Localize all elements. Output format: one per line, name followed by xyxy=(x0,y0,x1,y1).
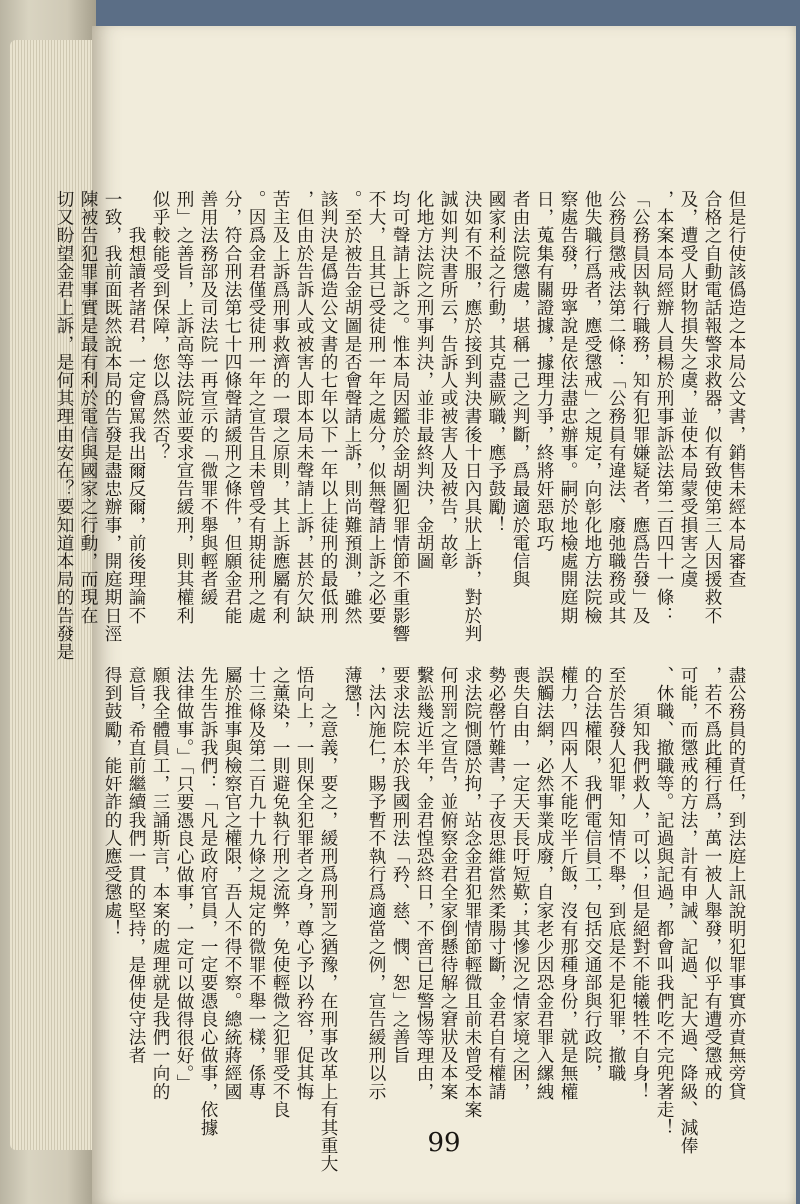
text-column: 權力，四兩人不能吃半斤飯，沒有那種身份，就是無權 xyxy=(558,666,578,1101)
text-column: 。至於被告金胡圖是否會聲請上訴，則尚難預測，雖然 xyxy=(342,190,362,625)
text-column: 該判決是僞造公文書的七年以下一年以上徒刑的最低刑 xyxy=(318,190,338,625)
text-column: 但是行使該僞造之本局公文書，銷售未經本局審查 xyxy=(726,190,746,589)
text-column: ，本案本局經辦人員楊於刑事訴訟法第二百四十一條： xyxy=(654,190,674,625)
text-column: 先生告訴我們：「凡是政府官員，一定要憑良心做事，依據 xyxy=(198,666,218,1137)
text-column: 一致，我前面既然說本局的告發是盡忠辦事，開庭期日涇 xyxy=(102,190,122,643)
text-column: 。因爲金君僅受徒刑一年之宣告且未曾受有期徒刑之處 xyxy=(246,190,266,625)
text-column: 及，遭受人財物損失之虞，並使本局蒙受損害之虞 xyxy=(678,190,698,589)
text-column: 誠如判決書所云，告訴人或被害人及被告，故彰 xyxy=(438,190,458,571)
book-page xyxy=(54,26,796,1204)
text-column: 繫訟幾近半年，金君惶恐終日，不啻已足警惕等理由， xyxy=(414,666,434,1101)
text-column: ，若不爲此種行爲，萬一被人舉發，似乎有遭受懲戒的 xyxy=(702,666,722,1101)
text-column: 刑」之善旨，上訴高等法院並要求宣告緩刑，則其權利 xyxy=(174,190,194,625)
upper-text-block xyxy=(54,190,748,661)
text-column: 「公務員因執行職務，知有犯罪嫌疑者，應爲告發」及 xyxy=(630,190,650,625)
text-column: 意旨，希直前繼續我們一貫的堅持，是俾使守法者 xyxy=(126,666,146,1065)
text-column: 薄懲！ xyxy=(342,666,362,721)
text-column: 誤觸法網，必然事業成廢，自家老少因恐金君罪入縲絏 xyxy=(534,666,554,1101)
text-column: 至於告發人犯罪，知情不舉，到底是不是犯罪，撤職 xyxy=(606,666,626,1083)
text-column: 他失職行爲者，應受懲戒」之規定，向彰化地方法院檢 xyxy=(582,190,602,625)
text-column: 日，蒐集有關證據，據理力爭，終將奸惡取巧 xyxy=(534,190,554,552)
text-column: 得到鼓勵，能奸詐的人應受懲處！ xyxy=(102,666,122,938)
text-column: 察處告發，毋寧說是依法盡忠辦事。嗣於地檢處開庭期 xyxy=(558,190,578,625)
text-column: 合格之自動電話報警求救器，似有致使第三人因援救不 xyxy=(702,190,722,625)
text-column: 、休職、撤職等。記過與記過，都會叫我們吃不完兜著走！ xyxy=(654,666,674,1137)
text-column: 善用法務部及司法院一再宣示的「微罪不舉與輕者緩 xyxy=(198,190,218,607)
page-number: 99 xyxy=(427,1128,461,1158)
text-column: 法律做事。」「只要憑良心做事，一定可以做得很好。」 xyxy=(174,666,194,1093)
text-column: 我想讀者諸君，一定會罵我出爾反爾，前後理論不 xyxy=(126,190,146,625)
text-column: 求法院惻隱於拘，站念金君犯罪情節輕微且前未曾受本案 xyxy=(462,666,482,1119)
text-column: 要求法院本於我國刑法「矜、慈、憫、恕」之善旨 xyxy=(390,666,410,1065)
text-column: 決如有不服，應於接到判決書後十日內具狀上訴，對於判 xyxy=(462,190,482,643)
text-column: 屬於推事與檢察官之權限，吾人不得不察。總統蔣經國 xyxy=(222,666,242,1101)
text-column: 喪失自由，一定天天長吁短歎；其慘況之情家境之困， xyxy=(510,666,530,1101)
text-column: 之薰染，一則避免執行刑之流弊，免使輕微之犯罪受不良 xyxy=(270,666,290,1119)
text-column: 須知我們救人，可以；但是絕對不能犧牲不自身！ xyxy=(630,666,650,1101)
text-column: 陳被告犯罪事實是最有利於電信與國家之行動，而現在 xyxy=(78,190,98,625)
text-column: 勢必罄竹難書，子夜思維當然柔腸寸斷，金君自有權請 xyxy=(486,666,506,1101)
text-column: 願我全體員工，三誦斯言，本案的處理就是我們一向的 xyxy=(150,666,170,1101)
text-column: 者由法院懲處，堪稱一己之判斷，爲最適於電信與 xyxy=(510,190,530,589)
text-column: 可能，而懲戒的方法，計有申誡、記過、記大過、降級、減俸 xyxy=(678,666,698,1155)
text-column: 不大，且其已受徒刑一年之處分，似無聲請上訴之必要 xyxy=(366,190,386,625)
text-column: 國家利益之行動，其克盡厥職，應予鼓勵！ xyxy=(486,190,506,534)
text-column: 化地方法院之刑事判決，並非最終判決，金胡圖 xyxy=(414,190,434,571)
text-column: 十三條及第二百九十九條之規定的微罪不舉一樣，係專 xyxy=(246,666,266,1101)
text-column: 分，符合刑法第七十四條聲請緩刑之條件，但願金君能 xyxy=(222,190,242,625)
text-column: 悟向上，一則保全犯罪者之身，尊心予以矜容，促其悔 xyxy=(294,666,314,1101)
text-column: 的合法權限，我們電信員工，包括交通部與行政院， xyxy=(582,666,602,1083)
text-column: 似乎較能受到保障，您以爲然否？ xyxy=(150,190,170,462)
text-column: 切又盼望金君上訴，是何其理由安在？要知道本局的告發是 xyxy=(54,190,74,661)
text-column: 盡公務員的責任，到法庭上訊說明犯罪事實亦責無旁貸 xyxy=(726,666,746,1101)
text-column: 公務員懲戒法第二條：「公務員有違法、廢弛職務或其 xyxy=(606,190,626,625)
text-column: ，但由於告訴人或被害人即本局未聲請上訴，甚於欠缺 xyxy=(294,190,314,625)
text-column: 何刑罰之宣告，並俯察金君全家倒懸待解之窘狀及本案 xyxy=(438,666,458,1101)
text-column: 均可聲請上訴之。惟本局因鑑於金胡圖犯罪情節不重影響 xyxy=(390,190,410,643)
text-column: 之意義，要之，緩刑爲刑罰之猶豫，在刑事改革上有其重大 xyxy=(318,666,338,1173)
text-column: 苦主及上訴爲刑事救濟的一環之原則，其上訴應屬有利 xyxy=(270,190,290,625)
text-column: ，法內施仁，賜予暫不執行爲適當之例，宣告緩刑以示 xyxy=(366,666,386,1101)
